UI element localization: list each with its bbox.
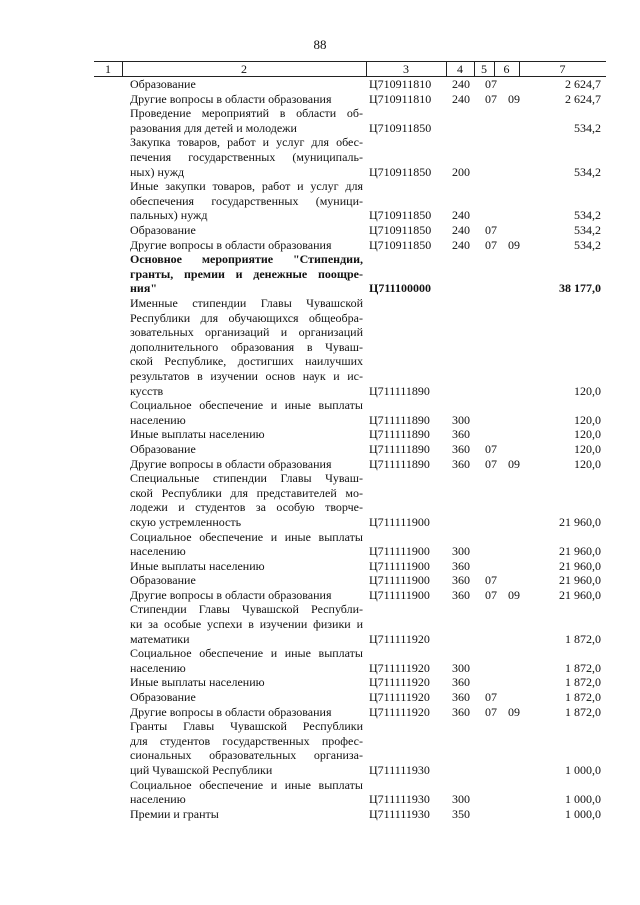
row-code: Ц710911850 xyxy=(369,164,432,179)
table-row xyxy=(0,602,640,646)
description-line: Иные выплаты населению xyxy=(130,558,265,573)
row-expense-type: 360 xyxy=(452,573,470,588)
row-description xyxy=(130,719,363,777)
table-row xyxy=(0,807,640,822)
table-row xyxy=(0,705,640,720)
table-row xyxy=(0,442,640,457)
description-line: Образование xyxy=(130,441,196,456)
table-row xyxy=(0,106,640,135)
row-description xyxy=(130,573,363,588)
row-amount: 2 624,7 xyxy=(565,91,601,106)
description-line: Премии и гранты xyxy=(130,806,219,821)
row-amount: 120,0 xyxy=(574,427,601,442)
description-line: обеспечения государственных (муници- xyxy=(130,193,363,208)
row-amount: 120,0 xyxy=(574,383,601,398)
description-line: скую устремленность xyxy=(130,514,242,529)
row-subsection: 09 xyxy=(508,456,520,471)
row-expense-type: 360 xyxy=(452,427,470,442)
table-row xyxy=(0,427,640,442)
table-row xyxy=(0,675,640,690)
row-description xyxy=(130,778,363,807)
row-section: 07 xyxy=(485,704,497,719)
description-line: Иные выплаты населению xyxy=(130,675,265,690)
row-description xyxy=(130,179,363,223)
header-col-1: 1 xyxy=(105,62,111,76)
description-line: Социальное обеспечение и иные выплаты xyxy=(130,646,363,661)
table-row xyxy=(0,77,640,92)
row-description xyxy=(130,398,363,427)
row-expense-type: 360 xyxy=(452,456,470,471)
row-expense-type: 300 xyxy=(452,412,470,427)
row-amount: 21 960,0 xyxy=(559,544,601,559)
row-code: Ц711111930 xyxy=(369,792,430,807)
description-line: кусств xyxy=(130,383,164,398)
row-amount: 120,0 xyxy=(574,412,601,427)
description-line: населению xyxy=(130,660,186,675)
description-line: Иные выплаты населению xyxy=(130,427,265,442)
table-row xyxy=(0,135,640,179)
row-amount: 534,2 xyxy=(574,222,601,237)
row-subsection: 09 xyxy=(508,704,520,719)
description-line: Другие вопросы в области образования xyxy=(130,587,332,602)
description-line: Образование xyxy=(130,77,196,91)
table-header xyxy=(94,61,606,77)
row-code: Ц711111900 xyxy=(369,587,430,602)
row-description xyxy=(130,457,363,472)
description-line: Именные стипендии Главы Чувашской xyxy=(130,295,363,310)
row-amount: 1 872,0 xyxy=(565,704,601,719)
header-col-3: 3 xyxy=(403,62,409,76)
description-line: для студентов государственных профес- xyxy=(130,733,363,748)
description-line: разования для детей и молодежи xyxy=(130,120,297,135)
row-code: Ц711111900 xyxy=(369,514,430,529)
description-line: Социальное обеспечение и иные выплаты xyxy=(130,398,363,413)
description-line: ния" xyxy=(130,281,157,296)
row-description xyxy=(130,296,363,398)
description-line: Другие вопросы в области образования xyxy=(130,91,332,106)
table-row xyxy=(0,238,640,253)
row-section: 07 xyxy=(485,587,497,602)
row-expense-type: 360 xyxy=(452,704,470,719)
table-row xyxy=(0,719,640,777)
row-description xyxy=(130,559,363,574)
description-line: дополнительного образования в Чуваш- xyxy=(130,339,363,354)
description-line: пальных) нужд xyxy=(130,208,208,223)
description-line: лодежи и студентов за особую творче- xyxy=(130,500,363,515)
table-row xyxy=(0,223,640,238)
row-description xyxy=(130,442,363,457)
header-col-4: 4 xyxy=(457,62,463,76)
description-line: ки за особые успехи в изучении физики и xyxy=(130,617,363,632)
row-code: Ц711111890 xyxy=(369,383,430,398)
description-line: Основное мероприятие "Стипендии, xyxy=(130,252,363,267)
table-row xyxy=(0,690,640,705)
table-row xyxy=(0,530,640,559)
description-line: печения государственных (муниципаль- xyxy=(130,149,363,164)
page-number: 88 xyxy=(313,37,327,52)
row-description xyxy=(130,92,363,107)
table-row xyxy=(0,559,640,574)
row-code: Ц711111920 xyxy=(369,704,430,719)
row-description xyxy=(130,77,363,92)
description-line: ных) нужд xyxy=(130,164,185,179)
row-section: 07 xyxy=(485,77,497,91)
row-expense-type: 300 xyxy=(452,544,470,559)
row-code: Ц710911810 xyxy=(369,77,432,91)
header-col-5: 5 xyxy=(481,62,487,76)
description-line: Социальное обеспечение и иные выплаты xyxy=(130,529,363,544)
description-line: Иные закупки товаров, работ и услуг для xyxy=(130,179,363,194)
row-expense-type: 360 xyxy=(452,690,470,705)
row-amount: 21 960,0 xyxy=(559,573,601,588)
table-row xyxy=(0,296,640,398)
row-amount: 534,2 xyxy=(574,164,601,179)
row-code: Ц711111890 xyxy=(369,441,430,456)
row-description xyxy=(130,690,363,705)
row-amount: 2 624,7 xyxy=(565,77,601,91)
row-expense-type: 360 xyxy=(452,441,470,456)
row-expense-type: 300 xyxy=(452,792,470,807)
description-line: Другие вопросы в области образования xyxy=(130,704,332,719)
row-section: 07 xyxy=(485,690,497,705)
table-row xyxy=(0,588,640,603)
row-section: 07 xyxy=(485,573,497,588)
description-line: Образование xyxy=(130,690,196,705)
row-section: 07 xyxy=(485,441,497,456)
row-amount: 120,0 xyxy=(574,441,601,456)
table-row xyxy=(0,179,640,223)
description-line: ской Республики для представителей мо- xyxy=(130,485,363,500)
row-amount: 534,2 xyxy=(574,120,601,135)
description-line: Закупка товаров, работ и услуг для обес- xyxy=(130,135,363,150)
row-amount: 21 960,0 xyxy=(559,558,601,573)
row-subsection: 09 xyxy=(508,237,520,252)
row-code: Ц711111930 xyxy=(369,806,430,821)
row-code: Ц710911850 xyxy=(369,222,432,237)
description-line: населению xyxy=(130,412,186,427)
row-description xyxy=(130,427,363,442)
row-code: Ц710911850 xyxy=(369,120,432,135)
description-line: Республики для обучающихся общеобра- xyxy=(130,310,363,325)
row-code: Ц711111920 xyxy=(369,631,430,646)
header-col-6: 6 xyxy=(503,62,510,76)
row-amount: 1 000,0 xyxy=(565,806,601,821)
description-line: Социальное обеспечение и иные выплаты xyxy=(130,777,363,792)
description-line: Образование xyxy=(130,573,196,588)
header-col-7: 7 xyxy=(559,62,566,76)
row-expense-type: 240 xyxy=(452,222,470,237)
row-amount: 21 960,0 xyxy=(559,587,601,602)
row-description xyxy=(130,588,363,603)
table-row xyxy=(0,457,640,472)
row-code: Ц711100000 xyxy=(369,281,432,296)
description-line: ской Республике, достигших наилучших xyxy=(130,354,363,369)
row-amount: 1 872,0 xyxy=(565,631,601,646)
table-row xyxy=(0,778,640,807)
row-description xyxy=(130,705,363,720)
description-line: зовательных организаций и организаций xyxy=(130,325,363,340)
row-code: Ц711111920 xyxy=(369,690,430,705)
row-code: Ц711111920 xyxy=(369,675,430,690)
row-expense-type: 350 xyxy=(452,806,470,821)
description-line: сиональных образовательных организа- xyxy=(130,748,363,763)
row-amount: 534,2 xyxy=(574,208,601,223)
description-line: Специальные стипендии Главы Чуваш- xyxy=(130,471,363,486)
row-expense-type: 240 xyxy=(452,91,470,106)
row-code: Ц711111930 xyxy=(369,763,430,778)
row-amount: 38 177,0 xyxy=(559,281,601,296)
row-expense-type: 360 xyxy=(452,587,470,602)
description-line: Другие вопросы в области образования xyxy=(130,456,332,471)
row-description xyxy=(130,223,363,238)
table-row xyxy=(0,398,640,427)
description-line: ций Чувашской Республики xyxy=(130,763,273,778)
row-amount: 1 000,0 xyxy=(565,792,601,807)
row-amount: 1 872,0 xyxy=(565,660,601,675)
table-body xyxy=(0,77,640,821)
row-code: Ц711111890 xyxy=(369,412,430,427)
description-line: результатов в изучении основ наук и ис- xyxy=(130,368,363,383)
row-section: 07 xyxy=(485,456,497,471)
row-expense-type: 240 xyxy=(452,237,470,252)
row-description xyxy=(130,135,363,179)
row-code: Ц711111900 xyxy=(369,558,430,573)
row-section: 07 xyxy=(485,91,497,106)
description-line: населению xyxy=(130,792,186,807)
row-description xyxy=(130,471,363,529)
row-description xyxy=(130,602,363,646)
description-line: Гранты Главы Чувашской Республики xyxy=(130,719,363,734)
row-description xyxy=(130,675,363,690)
row-description xyxy=(130,238,363,253)
row-amount: 1 872,0 xyxy=(565,690,601,705)
row-amount: 120,0 xyxy=(574,456,601,471)
row-expense-type: 240 xyxy=(452,77,470,91)
row-amount: 1 000,0 xyxy=(565,763,601,778)
row-expense-type: 360 xyxy=(452,675,470,690)
header-col-2: 2 xyxy=(241,62,247,76)
row-section: 07 xyxy=(485,237,497,252)
row-subsection: 09 xyxy=(508,91,520,106)
row-code: Ц711111890 xyxy=(369,456,430,471)
row-code: Ц711111900 xyxy=(369,573,430,588)
description-line: Проведение мероприятий в области об- xyxy=(130,106,363,121)
row-code: Ц710911810 xyxy=(369,91,432,106)
row-expense-type: 240 xyxy=(452,208,470,223)
table-row xyxy=(0,471,640,529)
row-description xyxy=(130,530,363,559)
table-row xyxy=(0,252,640,296)
row-code: Ц711111920 xyxy=(369,660,430,675)
row-amount: 1 872,0 xyxy=(565,675,601,690)
row-expense-type: 200 xyxy=(452,164,470,179)
table-row xyxy=(0,573,640,588)
row-description xyxy=(130,807,363,822)
row-expense-type: 300 xyxy=(452,660,470,675)
row-description xyxy=(130,106,363,135)
row-expense-type: 360 xyxy=(452,558,470,573)
row-amount: 534,2 xyxy=(574,237,601,252)
description-line: населению xyxy=(130,544,186,559)
description-line: математики xyxy=(130,631,190,646)
table-row xyxy=(0,92,640,107)
row-description xyxy=(130,646,363,675)
row-amount: 21 960,0 xyxy=(559,514,601,529)
row-description xyxy=(130,252,363,296)
row-code: Ц710911850 xyxy=(369,208,432,223)
row-subsection: 09 xyxy=(508,587,520,602)
row-section: 07 xyxy=(485,222,497,237)
description-line: гранты, премии и денежные поощре- xyxy=(130,266,363,281)
table-row xyxy=(0,646,640,675)
description-line: Образование xyxy=(130,222,196,237)
row-code: Ц711111890 xyxy=(369,427,430,442)
description-line: Стипендии Главы Чувашской Республи- xyxy=(130,602,363,617)
row-code: Ц711111900 xyxy=(369,544,430,559)
row-code: Ц710911850 xyxy=(369,237,432,252)
description-line: Другие вопросы в области образования xyxy=(130,237,332,252)
